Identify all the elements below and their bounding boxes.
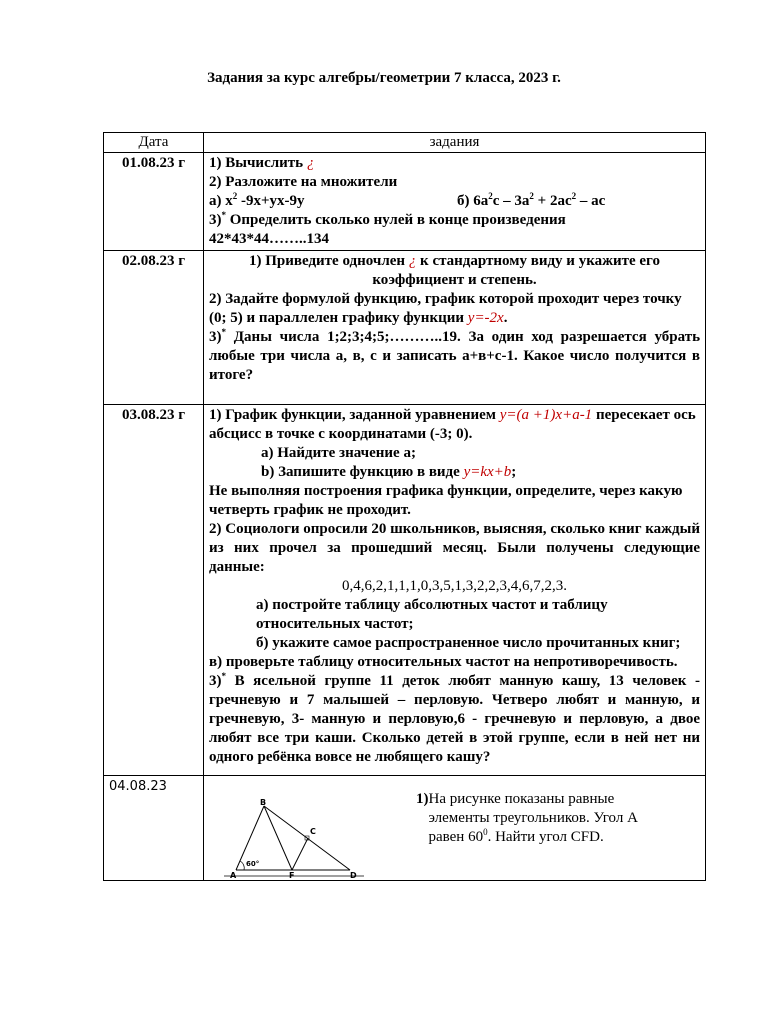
task-line: 2) Задайте формулой функцию, график которой проходит через точку (0; 5) и параллелен графику функции y=-2x. [209,291,682,326]
task-line: 3)* Даны числа 1;2;3;4;5;………..19. За один ход разрешается убрать любые три числа а, в, с и записать а+в+с-1. Какое число получится в итоге? [209,327,700,383]
task-line: 2) Социологи опросили 20 школьников, выясняя, сколько книг каждый из них прочел за прошедший месяц. Были получены следующие данные: [209,521,700,575]
missing-glyph: ¿ [408,253,417,269]
angle-label: 60° [246,860,260,868]
task-line: Не выполняя построения графика функции, определите, через какую четверть график не проходит. [209,483,683,518]
label-a: A [230,871,237,878]
row-tasks [204,153,706,251]
task-line: 2) Разложите на множители [209,174,398,190]
table-row [104,776,706,881]
table-row [104,405,706,776]
assignments-table [103,132,706,881]
data-sequence: 0,4,6,2,1,1,1,0,3,5,1,3,2,2,3,4,6,7,2,3. [342,578,567,594]
table-row [104,153,706,251]
task-line: 1) Приведите одночлен ¿ к стандартному виду и укажите его коэффициент и степень. [248,253,660,288]
label-b: B [260,798,267,807]
task-number: 1) [416,791,429,807]
label-c: C [310,827,316,836]
formula: y=kx+b [463,464,512,480]
table-header-row [104,133,706,153]
formula: y=-2x [467,310,504,326]
task-text: На рисунке показаны равные элементы треугольников. Угол А равен $60^0$. Найти угол CFD. [428,791,638,845]
subtask-a: a) Найдите значение а; [261,445,416,461]
table-row [104,251,706,405]
task-line [416,790,676,847]
row-date: 03.08.23 г [104,405,204,776]
row-tasks [204,405,706,776]
formula: y=(a +1)x+a-1 [499,407,593,423]
task-line [209,192,700,211]
row-tasks [204,776,706,881]
header-tasks: задания [204,133,706,153]
task-line: 1) График функции, заданной уравнением y=(a +1)x+a-1 пересекает ось абсцисс в точке с координатами (-3; 0). [209,407,696,442]
row-date: 02.08.23 г [104,251,204,405]
subtask-a: а) постройте таблицу абсолютных частот и таблицу относительных частот; [256,597,608,632]
header-date: Дата [104,133,204,153]
label-f: F [289,871,295,878]
task-line: 3)* В ясельной группе 11 деток любят манную кашу, 13 человек - гречневую и 7 малышей – перловую. Четверо любят и манную, и гречневую, 3- манную и перловую,6 - гречневую и перловую, а двое любят все три каши. Сколько детей в этой группе, если в ней нет ни одного ребёнка вовсе не любящего кашу? [209,671,700,765]
missing-glyph: ¿ [306,155,315,171]
task-line [209,154,700,173]
task-part-b: б) $6a^2c - 3a^2 + 2ac^2$ – ac [457,191,606,209]
task-line: 42*43*44……..134 [209,231,329,247]
task-line: 3)* Определить сколько нулей в конце произведения [209,210,566,228]
subtask-b: б) укажите самое распространенное число прочитанных книг; [256,635,681,651]
triangle-figure [224,798,364,878]
label-d: D [350,871,357,878]
row-date: 01.08.23 г [104,153,204,251]
task-part-a: а) $x^2$ -9x+yx-9y [209,191,305,209]
row-tasks [204,251,706,405]
row-date: 04.08.23 [104,776,204,881]
subtask-c: в) проверьте таблицу относительных частот на непротиворечивость. [209,654,678,670]
page-title: Задания за курс алгебры/геометрии 7 класса, 2023 г. [207,70,561,86]
task-text: 1) Вычислить [209,155,307,171]
subtask-b: b) Запишите функцию в виде y=kx+b; [261,464,517,480]
